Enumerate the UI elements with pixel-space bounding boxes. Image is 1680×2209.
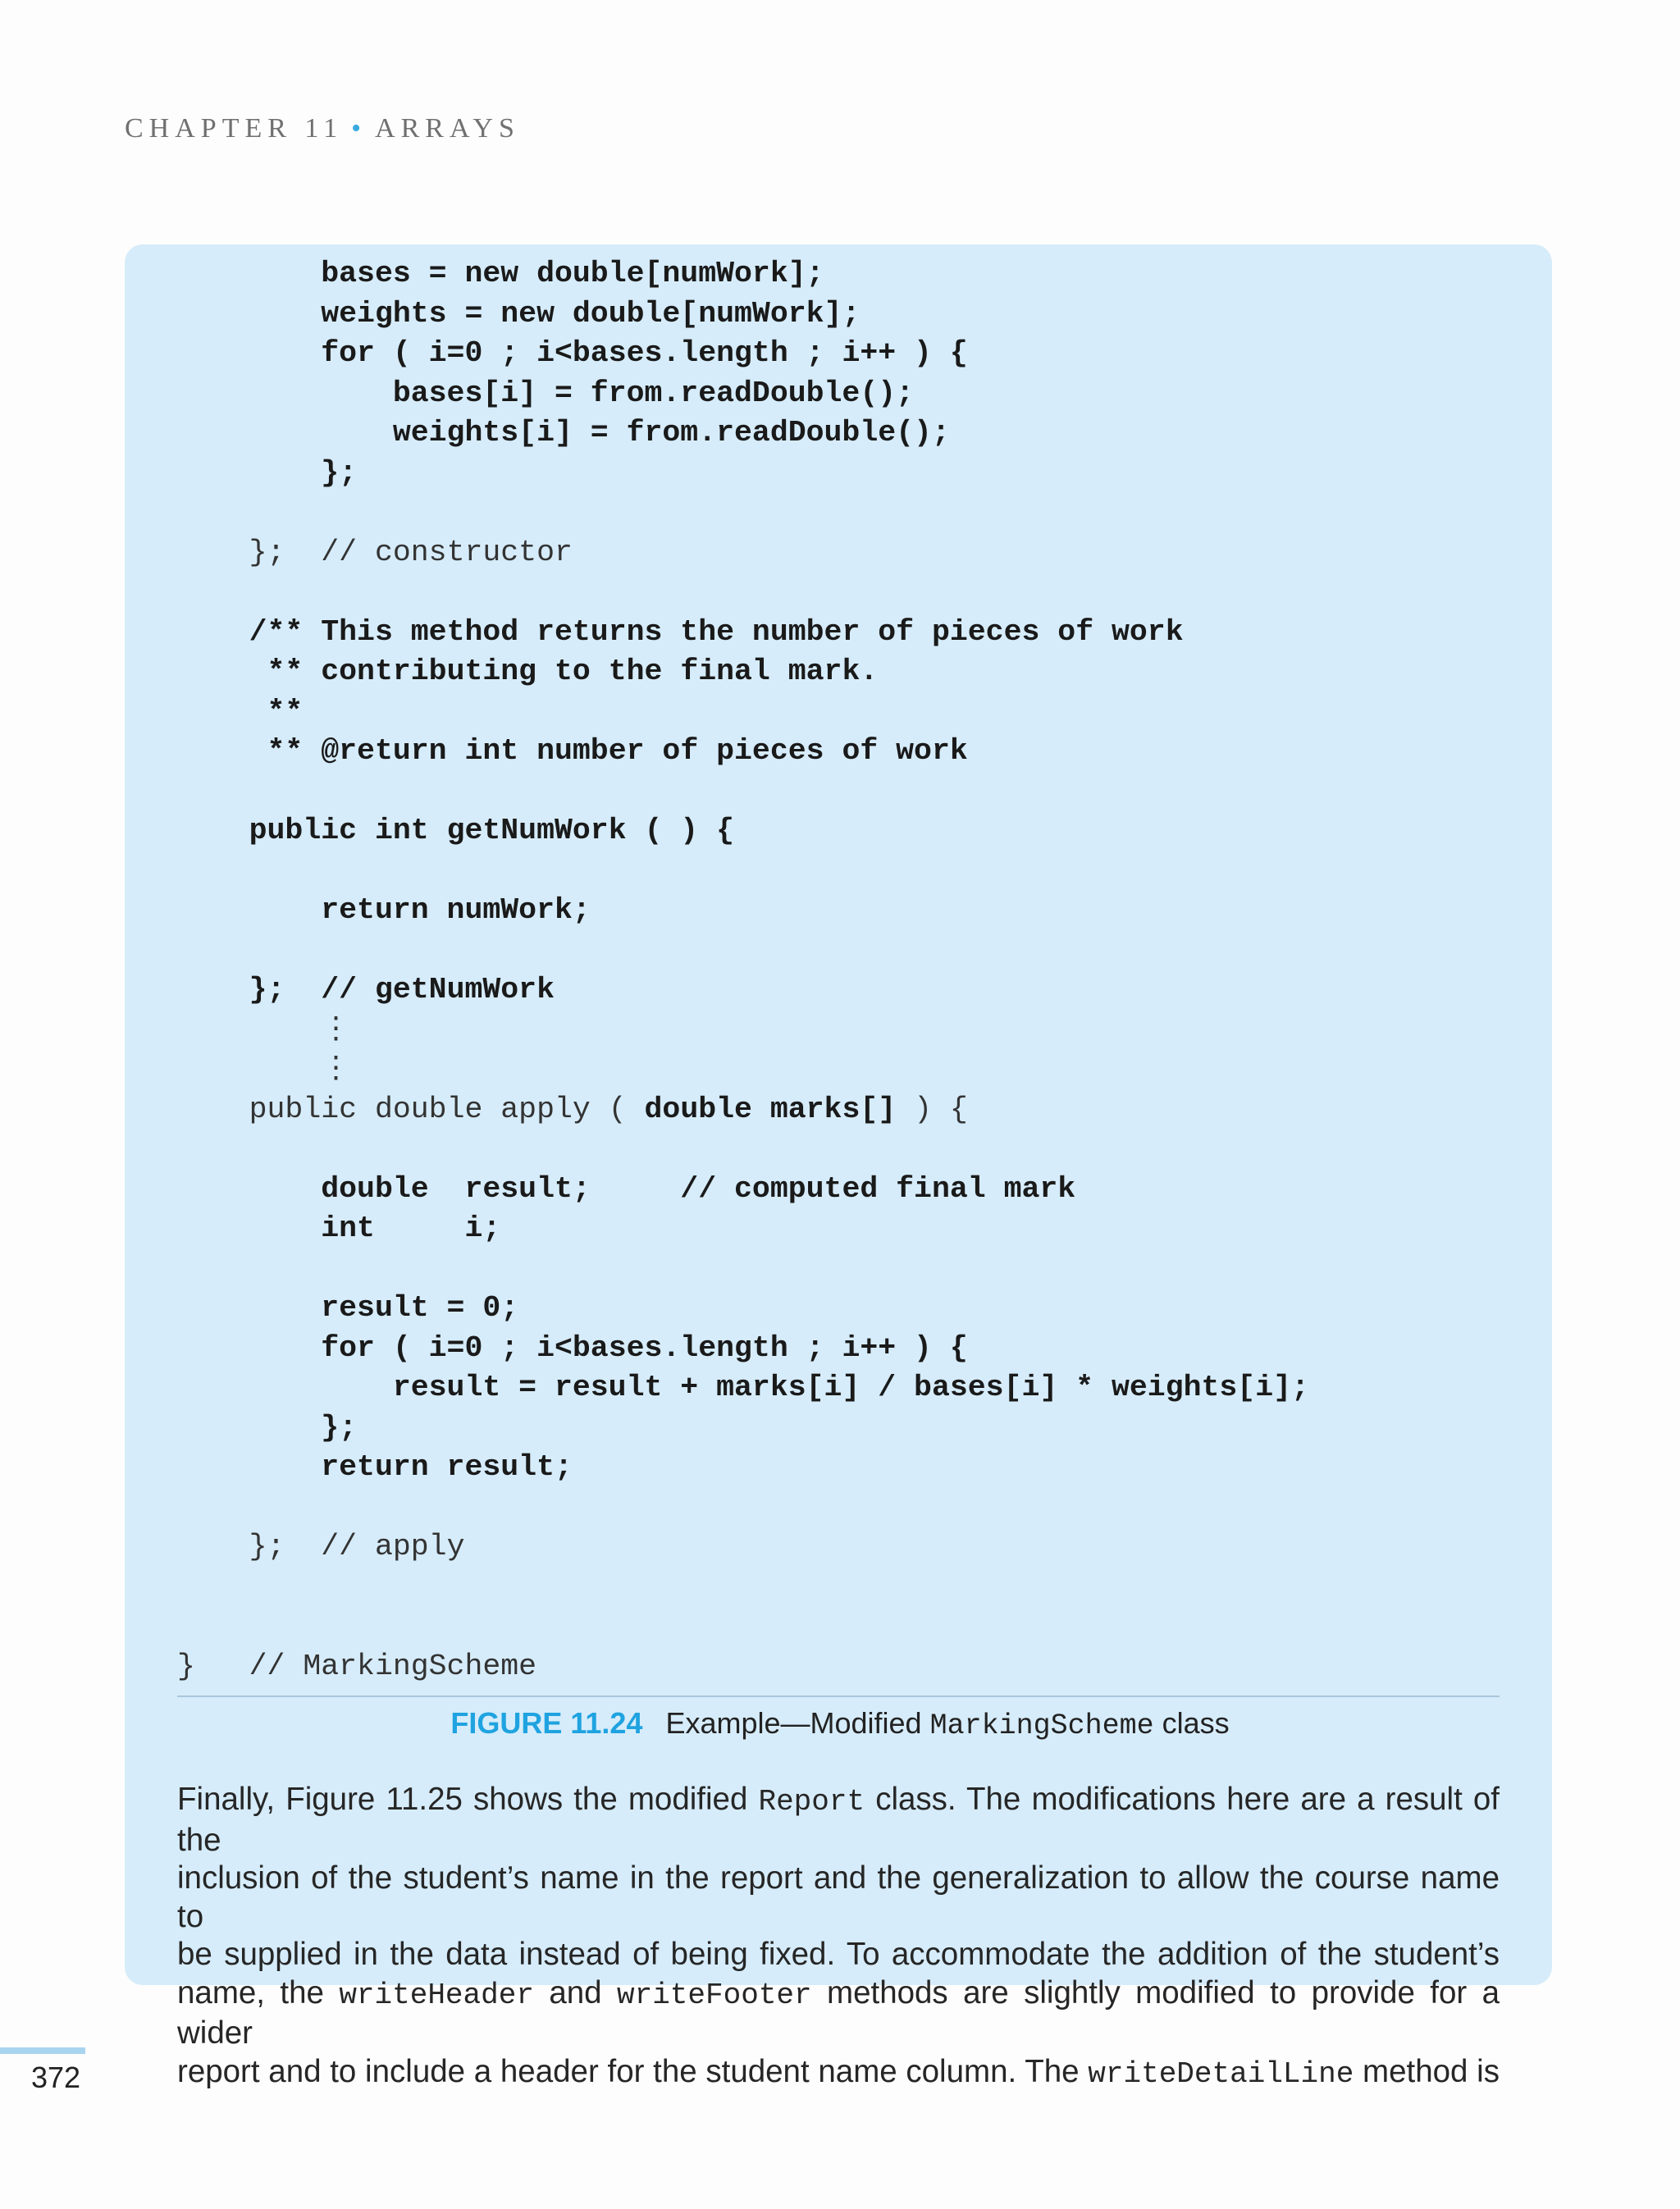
code-line: [177, 1368, 1309, 1408]
text-run: and: [533, 1974, 617, 2010]
code-token: bases[i] = from.readDouble();: [392, 376, 915, 410]
code-token: };: [321, 455, 358, 490]
code-indent: [177, 1371, 393, 1404]
code-token: /** This method returns the number of pieces of work: [249, 614, 1184, 649]
code-token: public double apply (: [249, 1092, 645, 1126]
text-run: method is: [1354, 2053, 1500, 2089]
body-paragraph: [177, 1781, 1500, 2093]
code-indent: [177, 1052, 321, 1086]
code-indent: [177, 973, 249, 1006]
text-line: [177, 1936, 1500, 1974]
code-token: **: [267, 694, 304, 728]
code-line: [177, 1568, 1309, 1608]
code-line: [177, 533, 1309, 573]
code-line: [177, 1090, 1309, 1130]
code-token: for ( i=0 ; i<bases.length ; i++ ) {: [321, 336, 968, 370]
separator-bullet: •: [351, 113, 368, 144]
code-line: [177, 652, 1309, 692]
code-line: [177, 851, 1309, 892]
code-line: [177, 334, 1309, 374]
code-indent: [177, 1411, 321, 1445]
code-token: }; // getNumWork: [249, 973, 555, 1006]
code-token: double marks[]: [644, 1092, 897, 1126]
code-token: int i;: [321, 1212, 501, 1245]
chapter-title: ARRAYS: [375, 113, 520, 144]
code-line: [177, 1448, 1309, 1488]
code-line: [177, 891, 1309, 931]
code-token: for ( i=0 ; i<bases.length ; i++ ) {: [321, 1330, 968, 1365]
caption-divider: [177, 1696, 1500, 1697]
page-number-tab: [0, 2047, 85, 2054]
code-indent: [177, 456, 321, 490]
code-line: [177, 970, 1309, 1011]
text-run: report and to include a header for the student name column. The: [177, 2053, 1089, 2089]
code-indent: [177, 1172, 321, 1206]
text-run: class. The modifications here are a result of the: [177, 1782, 1500, 1858]
figure-number: FIGURE 11.24: [450, 1706, 643, 1740]
code-indent: [177, 655, 267, 688]
inline-code: writeDetailLine: [1088, 2056, 1354, 2091]
code-token: } // MarkingScheme: [177, 1649, 537, 1683]
code-token: return result;: [321, 1450, 573, 1484]
code-line: [177, 1607, 1309, 1647]
code-indent: [177, 257, 321, 290]
code-indent: [177, 1013, 321, 1047]
code-indent: [177, 1450, 321, 1484]
code-line: [177, 294, 1309, 335]
code-indent: [177, 1530, 249, 1563]
code-indent: [177, 297, 321, 331]
running-head: [125, 113, 520, 144]
code-line: [177, 1488, 1309, 1528]
code-token: ** @return int number of pieces of work: [267, 734, 968, 768]
page-number: 372: [31, 2061, 81, 2094]
code-listing: [177, 254, 1309, 1686]
code-indent: [177, 1291, 321, 1325]
text-run: inclusion of the student’s name in the report and the generalization to allow the course name to: [177, 1860, 1500, 1934]
code-token: }; // apply: [249, 1530, 465, 1563]
code-indent: [177, 416, 393, 450]
code-line: [177, 931, 1309, 971]
code-line: [177, 732, 1309, 772]
caption-text-before: Example—Modified: [665, 1706, 930, 1740]
code-indent: [177, 1212, 321, 1245]
code-line: [177, 573, 1309, 613]
code-line: [177, 1408, 1309, 1449]
code-line: [177, 1170, 1309, 1210]
code-line: [177, 374, 1309, 414]
code-token: result = result + marks[i] / bases[i] * weights[i];: [392, 1371, 1309, 1404]
code-line: [177, 772, 1309, 812]
code-indent: [177, 536, 249, 569]
code-indent: [177, 1093, 249, 1126]
code-token: };: [321, 1410, 358, 1445]
code-indent: [177, 1331, 321, 1365]
code-line: [177, 1050, 1309, 1090]
code-line: [177, 254, 1309, 294]
chapter-label: CHAPTER 11: [125, 113, 344, 144]
code-indent: [177, 377, 393, 410]
code-indent: [177, 734, 267, 768]
code-token: result = 0;: [321, 1291, 519, 1325]
inline-code: writeHeader: [339, 1978, 534, 2012]
text-run: Finally, Figure 11.25 shows the modified: [177, 1782, 759, 1817]
code-line: [177, 493, 1309, 533]
code-line: [177, 1329, 1309, 1369]
code-indent: [177, 893, 321, 927]
code-line: [177, 1527, 1309, 1568]
code-token: weights[i] = from.readDouble();: [392, 416, 950, 450]
code-token: weights = new double[numWork];: [321, 296, 861, 331]
code-token: ⋮: [321, 1052, 351, 1086]
code-token: ⋮: [321, 1012, 351, 1047]
code-line: [177, 1249, 1309, 1289]
text-run: methods are slightly modified to provide for a wider: [177, 1974, 1500, 2051]
code-token: ** contributing to the final mark.: [267, 655, 879, 688]
code-line: [177, 1011, 1309, 1051]
code-indent: [177, 615, 249, 649]
caption-code-term: MarkingScheme: [929, 1709, 1154, 1742]
code-line: [177, 613, 1309, 653]
code-line: [177, 692, 1309, 733]
text-run: be supplied in the data instead of being fixed. To accommodate the addition of the student’s: [177, 1937, 1500, 1972]
text-line: [177, 2053, 1500, 2094]
code-token: bases = new double[numWork];: [321, 257, 824, 290]
code-token: double result; // computed final mark: [321, 1171, 1076, 1206]
code-line: [177, 1209, 1309, 1249]
code-line: [177, 454, 1309, 494]
text-line: [177, 1860, 1500, 1936]
code-line: [177, 1647, 1309, 1687]
code-token: return numWork;: [321, 893, 591, 927]
code-token: public int getNumWork ( ) {: [249, 814, 735, 847]
text-line: [177, 1781, 1500, 1860]
code-token: }; // constructor: [249, 535, 573, 569]
code-line: [177, 1130, 1309, 1170]
code-indent: [177, 695, 267, 728]
code-line: [177, 811, 1309, 851]
inline-code: writeFooter: [616, 1978, 812, 2012]
code-indent: [177, 814, 249, 847]
caption-text-after: class: [1153, 1706, 1230, 1740]
code-token: ) {: [896, 1092, 968, 1126]
text-line: [177, 1974, 1500, 2053]
figure-caption: [0, 1706, 1680, 1742]
inline-code: Report: [758, 1785, 865, 1819]
code-line: [177, 1289, 1309, 1329]
code-indent: [177, 336, 321, 370]
text-run: name, the: [177, 1974, 340, 2010]
code-line: [177, 413, 1309, 454]
